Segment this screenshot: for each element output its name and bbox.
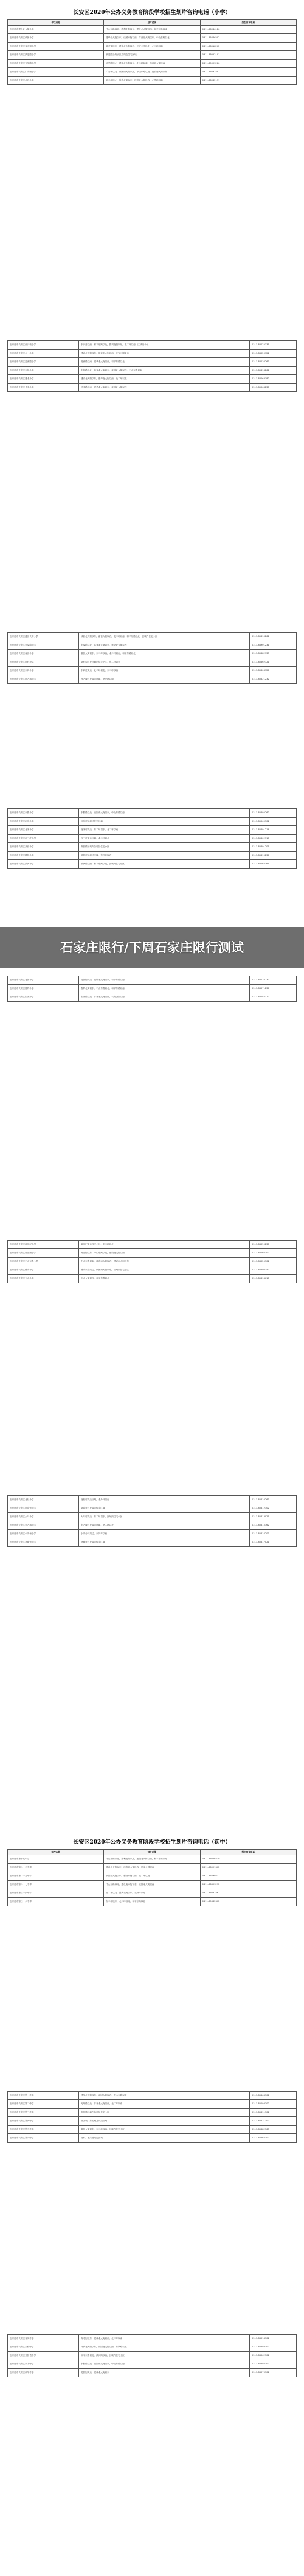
area-cell: 东岗路以北，体育北大街以东，建华北大街以西 [79, 641, 250, 650]
school-name-cell: 石家庄市长安区育才街小学 [8, 43, 104, 51]
phone-cell: 0311-85093302 [250, 2100, 297, 2109]
table-row [8, 818, 297, 826]
area-cell: 光华路以北，体育北大街以西，北二环以南 [79, 2100, 250, 2109]
phone-cell: 0311-86020122 [250, 350, 297, 358]
area-cell: 范西路以南，建华北大街以西，和平东路以北 [79, 358, 250, 367]
table-row [8, 1521, 297, 1530]
phone-cell: 0311-85610263 [250, 1496, 297, 1504]
table-row [8, 384, 297, 392]
area-cell: 花园街周边，建设北大街以东，和平东路以南 [79, 976, 250, 985]
school-name-cell: 石家庄市第二十二中学 [8, 1864, 104, 1872]
phone-cell: 0311-85666301 [250, 2092, 297, 2100]
phone-cell: 0311-85616203 [250, 1530, 297, 1538]
sheet-6 [7, 1240, 297, 1283]
phone-cell: 0311-85612302 [250, 1504, 297, 1513]
school-table-3 [7, 632, 297, 684]
school-name-cell: 石家庄市长安区西兵营小学 [8, 341, 79, 350]
school-table-4 [7, 808, 297, 869]
table-row [8, 1881, 297, 1889]
school-table-2 [7, 340, 297, 392]
area-cell: 南高营村及周边住宅区域 [79, 1504, 250, 1513]
sheet-3 [7, 632, 297, 684]
phone-cell: 0311-85690352 [250, 1266, 297, 1275]
area-cell: 南村周边及区域内住宅小区，东二环以东 [79, 658, 250, 667]
table-row [8, 1241, 297, 1249]
table-row [8, 1872, 297, 1881]
phone-cell: 0311-86059230 [250, 1241, 297, 1249]
table-row [8, 350, 297, 358]
phone-cell: 0311-85699236 [250, 852, 297, 860]
school-name-cell: 石家庄市第二十五中学 [8, 1872, 104, 1881]
table-row [8, 843, 297, 852]
school-name-cell: 石家庄市长安区东岗路小学 [8, 641, 79, 650]
school-name-cell: 石家庄市长安区南村小学 [8, 658, 79, 667]
school-name-cell: 石家庄市长安区第一中学 [8, 2092, 79, 2100]
table-row [8, 2360, 297, 2369]
phone-cell: 0311-86070232 [250, 976, 297, 985]
phone-cell: 0311-86071236 [250, 985, 297, 993]
area-cell: 建设北大街以东，建华北大街以西，北二环以北 [79, 375, 250, 384]
table-row [8, 976, 297, 985]
phone-cell: 0311-85615362 [250, 1521, 297, 1530]
school-name-cell: 石家庄市长安区师范街小学 [8, 1249, 79, 1258]
phone-cell: 0311-85682302 [200, 1898, 296, 1906]
phone-cell: 0311-86046126 [200, 26, 296, 34]
school-name-cell: 石家庄市长安区新世纪小学 [8, 1241, 79, 1249]
school-name-cell: 石家庄市长安区翟营小学 [8, 650, 79, 658]
column-header-phone: 招生咨询电话 [200, 20, 296, 26]
sheet-7 [7, 1495, 297, 1547]
school-name-cell: 石家庄市长安区东风小学 [8, 367, 79, 375]
table-row [8, 852, 297, 860]
table-row [8, 1275, 297, 1283]
area-cell: 北宋村周边，东二环以东，北二环以南 [79, 826, 250, 835]
phone-cell: 0311-86036263 [250, 358, 297, 367]
school-name-cell: 石家庄市长安区槐安小学 [8, 1266, 79, 1275]
overlay-banner [0, 927, 304, 968]
table-row [8, 2335, 297, 2343]
area-cell: 东古城村及周边区域，北二环以北 [79, 1521, 250, 1530]
phone-cell: 0311-85613021 [250, 1513, 297, 1521]
phone-cell: 0311-85691216 [250, 826, 297, 835]
area-cell: 高营镇区域内各村及住宅小区 [79, 2109, 250, 2117]
phone-cell: 0311-85666202 [200, 34, 296, 43]
phone-cell: 0311-86062365 [250, 860, 297, 869]
phone-cell: 0311-85692262 [250, 809, 297, 818]
phone-cell: 0311-86018302 [250, 2335, 297, 2343]
school-name-cell: 石家庄市长安区外国语中学 [8, 2352, 79, 2360]
area-cell: 槐安东路周边，谈固南大街以东，区域内住宅小区 [79, 1266, 250, 1275]
area-cell: 长丰路以南，建华北大街以东，谈固北大街以西 [79, 384, 250, 392]
school-name-cell: 石家庄市长安区北翟营小学 [8, 1538, 79, 1547]
table-row [8, 2117, 297, 2126]
school-name-cell: 石家庄市长安区天山小学 [8, 1275, 79, 1283]
school-name-cell: 石家庄市长安区第四中学 [8, 2117, 79, 2126]
table-row [8, 667, 297, 675]
phone-cell: 0311-86018262 [200, 43, 296, 51]
table-row [8, 641, 297, 650]
school-name-cell: 石家庄市第二十七中学 [8, 1881, 104, 1889]
phone-cell: 0311-85691302 [250, 2109, 297, 2117]
phone-cell: 0311-86063182 [250, 375, 297, 384]
area-cell: 中山东路以北，胜利北街以东，建设北大街以西，和平东路以南 [104, 1855, 200, 1864]
table-row [8, 633, 297, 641]
area-cell: 胜利北街以东，中山东路以北，和平东路以南 [79, 985, 250, 993]
phone-cell: 0311-85621232 [250, 675, 297, 684]
table-row [8, 985, 297, 993]
area-cell: 西古城村及周边区域，北外环以南 [79, 675, 250, 684]
table-row [8, 2126, 297, 2134]
table-row [8, 650, 297, 658]
area-cell: 和平东路以北，滨河路以西，区域内住宅小区 [79, 2352, 250, 2360]
sheet-9 [7, 2091, 297, 2143]
school-name-cell: 石家庄市长安区新华中学 [8, 2369, 79, 2377]
phone-cell: 0311-85690231 [200, 1872, 296, 1881]
phone-cell: 0311-85693302 [250, 2343, 297, 2352]
table-row [8, 1530, 297, 1538]
banner-title: 石家庄限行/下周石家庄限行测试 [60, 940, 244, 955]
area-cell: 天山大街以西，和平东路以北 [79, 1275, 250, 1283]
phone-cell: 0311-86032131 [200, 77, 296, 85]
table-row [8, 68, 297, 77]
table-row [8, 1889, 297, 1898]
school-name-cell: 石家庄市长安区东胜小学 [8, 809, 79, 818]
table-row [8, 1855, 297, 1864]
table-row [8, 2109, 297, 2117]
school-name-cell: 石家庄市长安区阳光小学 [8, 993, 79, 1002]
area-cell: 谈固北大街以东，翟营大街以西，北二环以南，和平东路以北，区域内住宅小区 [79, 633, 250, 641]
phone-cell: 0311-85093286 [200, 60, 296, 68]
school-name-cell: 石家庄市长安区北后小学 [8, 77, 104, 85]
area-cell: 体育北大街以东，谈固北大街以西，东风路以北 [79, 2343, 250, 2352]
table-row [8, 1266, 297, 1275]
column-header-area: 划片范围 [104, 20, 200, 26]
area-cell: 北二环以北，胜利北街以东，建设北大街以西，北外环以南 [104, 77, 200, 85]
table-row [8, 658, 297, 667]
school-name-cell: 石家庄市长安区西古城小学 [8, 675, 79, 684]
school-name-cell: 石家庄市第三十四中学 [8, 1889, 104, 1898]
area-cell: 东风路以北，体育北大街以东，谈固北大街以西，中山东路以南 [79, 367, 250, 375]
sheet-4 [7, 808, 297, 869]
area-cell: 建华北大街以东，谈固大街以西，体育北大街以东，中山东路以北 [104, 34, 200, 43]
phone-cell: 0311-85693261 [250, 367, 297, 375]
area-cell: 阳光路以北，体育北大街以西，长安公园以南 [79, 993, 250, 1002]
table-row [8, 43, 297, 51]
school-table-1 [7, 19, 297, 85]
area-cell: 桃园村及周边区域，东外环以西 [79, 852, 250, 860]
area-cell: 西古城、东古城及周边区域 [79, 2117, 250, 2126]
table-row [8, 2100, 297, 2109]
area-cell: 小安舍村周边，东外环以西 [79, 1530, 250, 1538]
school-name-cell: 石家庄市长安区育英中学 [8, 2335, 79, 2343]
table-row [8, 375, 297, 384]
phone-cell: 0311-86693212 [200, 1881, 296, 1889]
phone-cell: 0311-85602310 [250, 835, 297, 843]
phone-cell: 0311-85682135 [250, 650, 297, 658]
school-name-cell: 石家庄市长安区第二中学 [8, 2100, 79, 2109]
area-cell: 建设北大街以东，体育北大街以西，长安公园周边 [79, 350, 250, 358]
table-row [8, 1513, 297, 1521]
school-table-10 [7, 2334, 297, 2377]
area-cell: 谈固北大街以东，翟营大街以西，北二环以南 [104, 1872, 200, 1881]
phone-cell: 0311-85617021 [250, 1538, 297, 1547]
area-cell: 中山东路以南，建设南大街以东，谈固南大街以西 [104, 1881, 200, 1889]
phone-cell: 0311-86025302 [250, 1258, 297, 1266]
phone-cell: 0311-85069302 [250, 818, 297, 826]
school-table-8 [7, 1849, 297, 1906]
area-cell: 广安街以北，谈固南大街以西，中山东路以南，建设南大街以东 [104, 68, 200, 77]
document-title-primary: 长安区2020年公办义务教育阶段学校招生划片咨询电话（小学） [73, 10, 231, 16]
table-row [8, 1898, 297, 1906]
area-cell: 中山东路以南，体育南大街以西，建设南大街以东 [79, 1258, 250, 1266]
sheet-10 [7, 2334, 297, 2377]
area-cell: 东尚庄周边，北二环以北，东二环以西 [79, 667, 250, 675]
table-row [8, 809, 297, 818]
area-cell: 北翟营村及周边住宅区域 [79, 1538, 250, 1547]
area-cell: 河东村及周边住宅区域 [79, 818, 250, 826]
table-row [8, 1249, 297, 1258]
phone-cell: 0311-86022331 [250, 341, 297, 350]
school-name-cell: 石家庄市长安区南高营小学 [8, 1504, 79, 1513]
phone-cell: 0311-86052101 [200, 51, 296, 60]
sheet-8 [7, 1836, 297, 1906]
table-row [8, 60, 297, 68]
phone-cell: 0311-86693291 [200, 68, 296, 77]
document-page-2 [0, 1830, 304, 2576]
phone-cell: 0311-85693610 [250, 1275, 297, 1283]
area-cell: 东胜路以北，谈固南大街以东，中山东路以南 [79, 809, 250, 818]
sheet-1 [7, 6, 297, 85]
phone-cell: 0311-86046230 [200, 1855, 296, 1864]
phone-cell: 0311-86901231 [250, 641, 297, 650]
area-cell: 跃进路沿线小区及周边住宅区域 [104, 51, 200, 60]
table-row [8, 835, 297, 843]
school-name-cell: 石家庄市长安区第三中学 [8, 2109, 79, 2117]
school-name-cell: 石家庄市长安区谈固小学 [8, 34, 104, 43]
school-name-cell: 石家庄市建设北大街小学 [8, 26, 104, 34]
phone-cell: 0311-85690261 [250, 633, 297, 641]
area-cell: 西三庄周边区域，北二环以北 [79, 835, 250, 843]
phone-cell: 0311-85691205 [250, 843, 297, 852]
phone-cell: 0311-85066230 [250, 384, 297, 392]
school-name-cell: 石家庄市长安区小安舍小学 [8, 1530, 79, 1538]
table-row [8, 1504, 297, 1513]
phone-cell: 0311-86070302 [250, 2369, 297, 2377]
area-cell: 东胜路以北，谈固南大街以东，中山东路以南 [79, 2360, 250, 2369]
school-table-9 [7, 2091, 297, 2143]
document-title-middle: 长安区2020年公办义务教育阶段学校招生划片咨询电话（初中） [73, 1839, 231, 1845]
area-cell: 东兵营以西，和平东路以北，胜利北街以东，北二环以南，区域内小区 [79, 341, 250, 350]
table-row [8, 675, 297, 684]
school-name-cell: 石家庄市长安区建北小学 [8, 375, 79, 384]
area-cell: 花园街周边，建设北大街以东 [79, 2369, 250, 2377]
school-name-cell: 石家庄市长安区滨河小学 [8, 860, 79, 869]
table-row [8, 1864, 297, 1872]
table-row [8, 826, 297, 835]
area-cell: 中山东路以北，胜利北街以东，建设北大街以西，和平东路以南 [104, 26, 200, 34]
table-row [8, 358, 297, 367]
school-name-cell: 石家庄市长安区跃进路小学 [8, 51, 104, 60]
table-row [8, 77, 297, 85]
table-row [8, 860, 297, 869]
school-name-cell: 石家庄市长安区盛世长安小学 [8, 633, 79, 641]
phone-cell: 0311-86021302 [200, 1864, 296, 1872]
phone-cell: 0311-86062302 [250, 2352, 297, 2360]
column-header-school: 学校名称 [8, 1850, 104, 1855]
school-name-cell: 石家庄市长安区花园小学 [8, 976, 79, 985]
table-row [8, 1538, 297, 1547]
phone-cell: 0311-85603126 [250, 667, 297, 675]
area-cell: 北杜村周边区域，北外环以南 [79, 1496, 250, 1504]
school-name-cell: 石家庄市长安区河东小学 [8, 818, 79, 826]
school-name-cell: 石家庄市长安区高营小学 [8, 843, 79, 852]
table-row [8, 2343, 297, 2352]
area-cell: 东二环以东，北二环以南，和平东路以北 [104, 1898, 200, 1906]
school-name-cell: 石家庄市长安区北宋小学 [8, 826, 79, 835]
school-table-5 [7, 976, 297, 1002]
phone-cell: 0311-86032362 [200, 1889, 296, 1898]
school-name-cell: 石家庄市长安区胜利小学 [8, 985, 79, 993]
column-header-school: 学校名称 [8, 20, 104, 26]
school-name-cell: 石家庄市长安区广安街小学 [8, 68, 104, 77]
table-row [8, 1258, 297, 1266]
area-cell: 育才街以东，建设北大街以西，长安公园以北，北二环以南 [104, 43, 200, 51]
table-row [8, 2092, 297, 2100]
phone-cell: 0311-85621302 [250, 2117, 297, 2126]
school-name-cell: 石家庄市长安区实验中学 [8, 2343, 79, 2352]
school-name-cell: 石家庄市长安区大马小学 [8, 1513, 79, 1521]
phone-cell: 0311-85682365 [250, 2126, 297, 2134]
table-row [8, 341, 297, 350]
area-cell: 南村、北宋及周边区域 [79, 2134, 250, 2143]
area-cell: 育才街以东，建设北大街以西，北二环以南 [79, 2335, 250, 2343]
school-name-cell: 石家庄市长安区东尚小学 [8, 667, 79, 675]
phone-cell: 0311-86082312 [250, 993, 297, 1002]
table-row [8, 993, 297, 1002]
school-name-cell: 石家庄市第十七中学 [8, 1855, 104, 1864]
phone-cell: 0311-86066302 [250, 1249, 297, 1258]
school-table-6 [7, 1240, 297, 1283]
area-cell: 翟营大街以东，东二环以西，区域内住宅小区 [79, 2126, 250, 2134]
school-name-cell: 石家庄市长安区东方中学 [8, 2360, 79, 2369]
school-name-cell: 石家庄市长安区第五中学 [8, 2126, 79, 2134]
school-name-cell: 石家庄市长安区第六中学 [8, 2134, 79, 2143]
school-name-cell: 石家庄市长安区八一小学 [8, 350, 79, 358]
school-name-cell: 石家庄市第三十八中学 [8, 1898, 104, 1906]
area-cell: 北二环以北，胜利北街以东，北外环以南 [104, 1889, 200, 1898]
sheet-5 [7, 976, 297, 1002]
school-table-7 [7, 1495, 297, 1547]
school-name-cell: 石家庄市长安区长丰小学 [8, 384, 79, 392]
sheet-2 [7, 340, 297, 392]
area-cell: 高营镇区域内各村及住宅小区 [79, 843, 250, 852]
table-row [8, 2369, 297, 2377]
phone-cell: 0311-85692302 [250, 2360, 297, 2369]
table-row [8, 34, 297, 43]
school-name-cell: 石家庄市长安区东古城小学 [8, 1521, 79, 1530]
area-cell: 新世纪周边住宅小区，北二环以北 [79, 1241, 250, 1249]
area-cell: 建设北大街以东，体育北大街以西，长安公园以南 [104, 1864, 200, 1872]
area-cell: 大马村周边，东二环以东，区域内住宅小区 [79, 1513, 250, 1521]
table-row [8, 2352, 297, 2360]
area-cell: 光华路以北，建华北大街以东，北二环以南，体育北大街以西 [104, 60, 200, 68]
table-row [8, 2134, 297, 2143]
school-name-cell: 石家庄市长安区西三庄小学 [8, 835, 79, 843]
phone-cell: 0311-85662302 [250, 2134, 297, 2143]
column-header-area: 划片范围 [104, 1850, 200, 1855]
area-cell: 师范街以东，中山东路以北，建设北大街以西 [79, 1249, 250, 1258]
column-header-phone: 招生咨询电话 [200, 1850, 296, 1855]
school-name-cell: 石家庄市长安区范西路小学 [8, 358, 79, 367]
table-row [8, 26, 297, 34]
table-row [8, 367, 297, 375]
school-name-cell: 石家庄市长安区光华路小学 [8, 60, 104, 68]
school-name-cell: 石家庄市长安区中山东路小学 [8, 1258, 79, 1266]
table-row [8, 1496, 297, 1504]
area-cell: 翟营大街以东，东二环以西，北二环以南，和平东路以北 [79, 650, 250, 658]
area-cell: 建华北大街以东，谈固大街以西，中山东路以北 [79, 2092, 250, 2100]
phone-cell: 0311-85662321 [250, 658, 297, 667]
school-name-cell: 石家庄市长安区北杜小学 [8, 1496, 79, 1504]
table-row [8, 51, 297, 60]
area-cell: 滨河路以西，和平东路以北，区域内住宅小区 [79, 860, 250, 869]
school-name-cell: 石家庄市长安区桃园小学 [8, 852, 79, 860]
